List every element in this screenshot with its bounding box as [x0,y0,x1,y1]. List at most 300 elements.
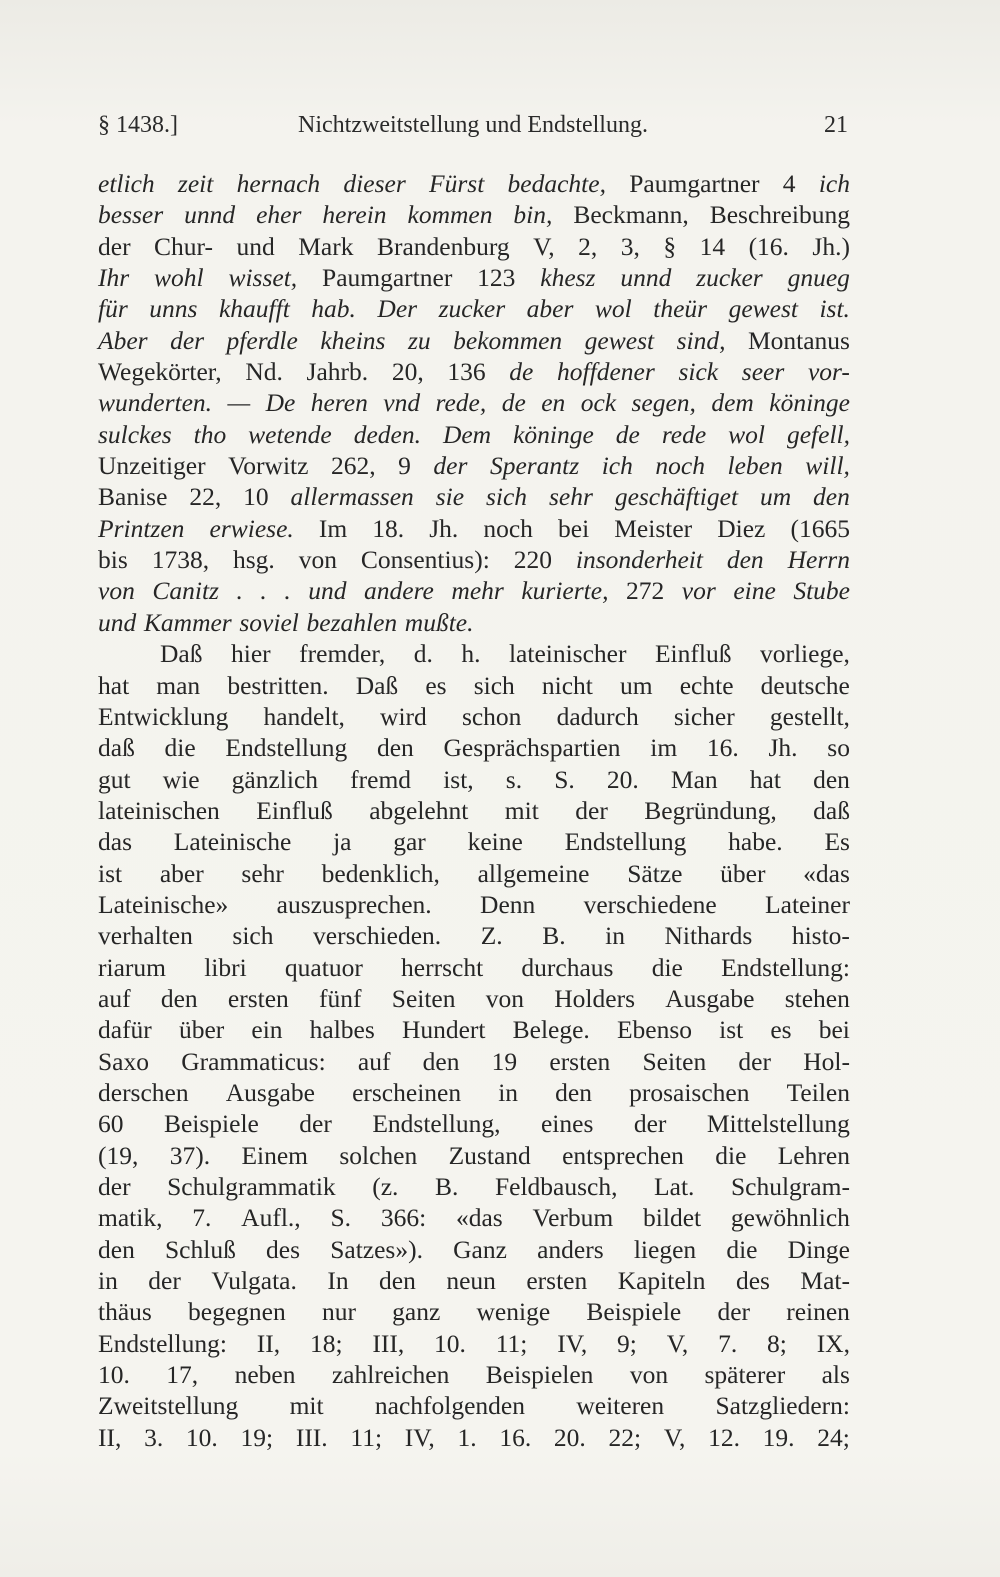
word: 1738, [151,545,210,575]
word: 10. [98,1360,130,1390]
word: sehr [548,482,593,512]
word: 24; [817,1422,850,1452]
word: matik, [98,1203,163,1233]
word: Meister [614,513,693,543]
word: Herrn [787,545,850,575]
word: insonderheit [575,545,703,575]
word: Consentius): [360,545,490,575]
body-text [98,168,850,1453]
word: 14 [699,231,726,261]
word: vor- [807,357,850,387]
word: III, [372,1328,405,1358]
word: Banise [98,482,168,512]
word: noch [655,451,705,481]
word: Belege. [512,1015,590,1045]
text-line [98,701,850,732]
word: Entwicklung [98,701,229,731]
word: mußte. [404,607,474,637]
word: das [98,827,132,857]
word: 10 [243,482,269,512]
word: 366: [380,1203,427,1233]
word: fremd [350,764,412,794]
word: Unzeitiger [98,451,206,481]
word: wisset, [228,263,298,293]
word: heren [310,388,368,418]
word: von [98,576,135,606]
word: Mittelstellung [706,1109,850,1139]
word: Endstellung: [721,952,850,982]
word: will, [805,451,850,481]
word: II, [256,1328,281,1358]
word: Seiten [642,1046,707,1076]
word: ist [98,858,123,888]
word: bei [558,513,590,543]
word: Saxo [98,1046,149,1076]
word: ist, [443,764,474,794]
word: Jh.) [812,231,850,261]
word: Canitz [152,576,219,606]
word: weiteren [576,1391,665,1421]
word: Chur- [154,231,214,261]
word: zucker [696,263,763,293]
word: Satzes»). [330,1234,423,1264]
word: Z. [480,921,503,951]
word: kommen [407,200,493,230]
word: Beispiele [163,1109,259,1139]
word: Diez [717,513,766,543]
word: Aber [98,325,148,355]
word: 3. [144,1422,164,1452]
word: über [178,1015,225,1045]
word: 8; [767,1328,787,1358]
word: Begründung, [644,795,777,825]
word: der [575,795,608,825]
word: anders [537,1234,604,1264]
word: gewest [728,294,798,324]
word: den [98,1234,135,1264]
word: 20. [553,1422,586,1452]
word: hoffdener [557,357,655,387]
text-line [98,983,850,1014]
word: über [720,858,766,888]
word: keine [467,827,523,857]
word: 10. [434,1328,466,1358]
word: verschieden. [313,921,442,951]
word: In [327,1266,349,1296]
word: der [738,1046,771,1076]
word: in [498,1077,519,1107]
text-line [98,1265,850,1296]
word: den [160,983,198,1013]
word: 7. [718,1328,738,1358]
word: Seiten [391,983,456,1013]
word: 37). [169,1140,211,1170]
word: Mark [298,231,354,261]
word: die [164,733,196,763]
word: Printzen [98,513,185,543]
text-line [98,1046,850,1077]
word: unnd [620,263,672,293]
word: gar [393,827,426,857]
word: (16. [748,231,789,261]
word: sich [232,921,274,951]
word: V, [663,1422,686,1452]
text-line [98,1014,850,1045]
word: De [265,388,296,418]
text-line [98,481,850,512]
section-number: § 1438.] [98,111,178,138]
word: 220 [513,545,552,575]
word: bekommen [453,325,563,355]
word: Feldbausch, [494,1172,618,1201]
word: Gesprächspartien [443,733,621,763]
word: als [821,1360,850,1390]
word: ersten [227,983,289,1013]
word: Ausgabe [665,983,755,1013]
text-line [98,387,850,418]
word: khesz [540,263,596,293]
word: bedenklich, [321,858,440,888]
word: Stube [793,576,850,606]
word: dafür [98,1015,152,1045]
word: späterer [704,1360,786,1390]
text-line [98,920,850,951]
word: prosaischen [629,1077,750,1107]
word: der [148,1266,181,1296]
word: Einfluß [256,795,333,825]
word: nur [321,1297,356,1327]
word: den [813,764,850,794]
text-line [98,544,850,575]
word: vnd [383,388,421,418]
word: ja [333,827,352,857]
word: II, [98,1422,122,1452]
word: dem [711,388,754,418]
word: des [735,1266,770,1296]
word: Einem [241,1140,309,1170]
word: von [298,545,337,575]
text-line [98,356,850,387]
word: neun [446,1266,496,1296]
word: liegen [633,1234,697,1264]
word: rede [661,419,707,449]
text-line [98,575,850,606]
text-line [98,1422,850,1453]
word: von [485,983,525,1013]
word: Fürst [429,169,485,198]
word: Endstellung: [98,1328,227,1358]
word: Es [824,827,850,857]
word: dieser [343,169,406,198]
word: von [629,1360,669,1390]
word: ist. [819,294,850,324]
word: libri [204,952,247,982]
word: Nd. [245,357,283,387]
word: Lehren [777,1140,850,1170]
word: bestritten. [227,670,329,700]
word: Schulgrammatik [167,1172,336,1201]
word: Ausgabe [225,1077,315,1107]
word: Montanus [747,325,850,355]
word: Wegekörter, [98,357,222,387]
word: begegnen [188,1297,286,1327]
word: zeit [177,169,214,198]
text-line [98,419,850,450]
word: Hol- [803,1046,850,1076]
word: h. [461,639,481,669]
word: 17, [166,1360,199,1390]
word: bin, [513,200,553,230]
word: halbes [309,1015,375,1045]
word: IV, [557,1328,588,1358]
word: hat [98,670,130,700]
word: en [541,388,566,418]
word: Verbum [532,1203,614,1233]
word: de [615,419,640,449]
word: IV, [404,1422,435,1452]
text-line [98,638,850,669]
word: kheins [320,325,386,355]
word: Aufl., [241,1203,301,1233]
word: sick [678,357,719,387]
word: ersten [549,1046,611,1076]
word: (1665 [790,513,850,543]
text-line [98,952,850,983]
word: sich [485,482,528,512]
word: um [620,670,653,700]
word: Paumgartner [322,263,453,293]
text-line [98,826,850,857]
text-line [98,168,850,199]
text-line [98,889,850,920]
text-line [98,1328,850,1359]
word: ganz [392,1297,441,1327]
word: vor [681,576,716,606]
word: 19. [762,1422,795,1452]
word: gefell, [786,419,850,449]
word: seer [741,357,785,387]
word: mit [504,795,539,825]
word: mehr [451,576,504,606]
word: es [425,670,447,700]
word: . [284,576,291,606]
word: Der [377,294,418,324]
word: sie [435,482,465,512]
word: 60 [98,1109,124,1139]
word: den [726,545,764,575]
word: der [170,325,205,355]
word: 20. [606,764,639,794]
word: hernach [236,169,321,198]
word: herrscht [401,952,484,982]
word: verschiedene [583,889,717,919]
word: im [650,733,678,763]
word: aber [159,858,204,888]
word: nachfolgenden [374,1391,526,1421]
word: der [433,451,468,481]
word: khaufft [218,294,290,324]
word: S. [554,764,575,794]
word: Beispiele [586,1297,682,1327]
word: quatuor [284,952,363,982]
word: 9; [617,1328,637,1358]
word: reinen [786,1297,850,1327]
word: Schluß [165,1234,236,1264]
word: und [236,231,275,261]
word: der [98,231,131,261]
text-line [98,732,850,763]
word: Mat- [800,1266,850,1296]
word: man [156,670,201,700]
word: Endstellung, [372,1109,501,1139]
word: Im [318,513,348,543]
word: 262, [330,451,376,481]
word: 136 [447,357,486,387]
word: 10. [185,1422,218,1452]
word: rede, [435,388,487,418]
word: B. [435,1172,459,1201]
word: den [422,1046,460,1076]
word: «das [803,858,850,888]
word: stehen [784,983,850,1013]
word: ock [580,388,617,418]
word: bedachte, [507,169,606,198]
word: erwiese. [209,513,294,543]
word: vorliege, [759,639,850,669]
word: Jh. [429,513,459,543]
word: sulckes [98,419,172,449]
word: bildet [643,1203,702,1233]
word: bis [98,545,128,575]
word: andere [364,576,434,606]
word: Sätze [627,858,683,888]
text-line [98,450,850,481]
word: Lateinische [173,827,292,857]
text-line [98,607,850,638]
text-line [98,1108,850,1139]
word: 12. [708,1422,740,1452]
word: 9 [398,451,411,481]
word: V, [533,231,555,261]
word: 20, [391,357,424,387]
text-line [98,1296,850,1327]
word: Holders [554,983,635,1013]
word: Lateinische» [98,889,229,919]
word: de [501,388,526,418]
word: wenige [476,1297,551,1327]
word: in [98,1266,118,1296]
word: zu [407,325,431,355]
word: Lat. [654,1172,695,1201]
word: zucker [438,294,506,324]
word: etlich [98,169,155,198]
text-line [98,231,850,262]
text-line [98,1140,850,1171]
word: 22, [189,482,222,512]
word: . [236,576,243,606]
word: entsprechen [562,1140,684,1170]
word: neben [234,1360,296,1390]
word: 18. [372,513,405,543]
word: nicht [541,670,593,700]
word: Hundert [401,1015,486,1045]
word: Endstellung [225,733,348,763]
word: köninge [769,388,850,418]
page-number: 21 [824,111,848,138]
word: und [98,607,137,637]
word: ich [818,169,850,198]
text-line [98,1234,850,1265]
word: zahlreichen [331,1360,450,1390]
word: Jahrb. [306,357,369,387]
word: 11; [350,1422,383,1452]
word: 7. [192,1203,212,1233]
word: auf [98,983,131,1013]
word: wol [728,419,765,449]
text-line [98,513,850,544]
word: de [509,357,534,387]
word: Brandenburg [376,231,510,261]
word: gestellt, [769,701,850,731]
word: Daß [355,670,399,700]
text-line [98,764,850,795]
word: Daß [160,639,203,669]
word: 11; [495,1328,528,1358]
word: wohl [154,263,204,293]
word: 2, [578,231,598,261]
word: Dinge [787,1234,850,1264]
word: Sperantz [489,451,580,481]
word: Vulgata. [211,1266,297,1296]
word: allermassen [290,482,414,512]
word: noch [483,513,533,543]
word: leben [727,451,783,481]
word: histo- [791,921,850,951]
word: des [266,1234,301,1264]
word: sich [473,670,515,700]
word: verhalten [98,921,193,951]
word: kurierte, [521,576,609,606]
word: hab. [311,294,356,324]
word: gewest [584,325,655,355]
word: 3, [620,231,640,261]
word: Ganz [453,1234,507,1264]
word: Satzgliedern: [715,1391,850,1421]
word: S. [330,1203,352,1233]
word: tho [193,419,227,449]
word: ersten [526,1266,588,1296]
word: so [827,733,850,763]
word: wie [162,764,200,794]
word: köninge [513,419,594,449]
word: (19, [98,1140,139,1170]
word: fünf [319,983,362,1013]
word: abgelehnt [369,795,469,825]
word: deutsche [760,670,850,700]
word: 16. [706,733,739,763]
word: Zustand [448,1140,531,1170]
word: eines [540,1109,594,1139]
word: § [663,231,677,261]
word: Grammaticus: [181,1046,326,1076]
word: geschäftiget [614,482,739,512]
word: Kapiteln [617,1266,706,1296]
word: Beispielen [485,1360,594,1390]
word: derschen [98,1077,189,1107]
word: bezahlen [306,607,398,637]
text-line [98,199,850,230]
word: den [379,1266,416,1296]
